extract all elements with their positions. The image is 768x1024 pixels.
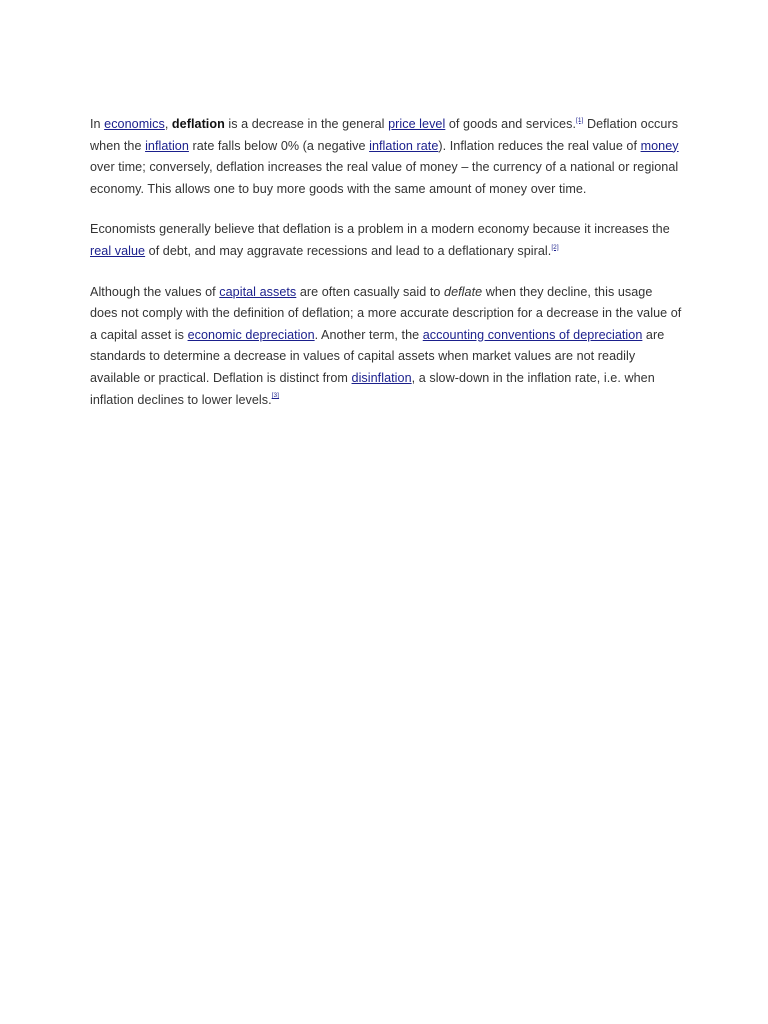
text-span: when they decline, this usage does not comply with the definition of deflation; a more accurate description for a decrease in the value of a capital asset is <box>90 284 682 342</box>
text-span: over time; conversely, deflation increases the real value of money – the currency of a national or regional economy. This allows one to buy more goods with the same amount of money over time. <box>90 160 679 196</box>
link-economics[interactable]: economics <box>104 117 165 131</box>
text-span: , a slow-down in the inflation rate, i.e. when inflation declines to lower levels. <box>90 370 655 407</box>
emphasis-deflate: deflate <box>444 284 483 299</box>
text-span: are often casually said to <box>296 284 445 299</box>
text-span: , <box>164 117 172 131</box>
article-body <box>90 114 682 411</box>
paragraph-3 <box>90 282 682 412</box>
term-deflation: deflation <box>171 117 225 131</box>
text-span: is a decrease in the general <box>224 117 389 131</box>
text-span: rate falls below 0% (a negative <box>188 138 370 153</box>
text-span: Economists generally believe that deflation is a problem in a modern economy because it increases the <box>90 222 670 237</box>
link-economic-depreciation[interactable]: economic depreciation <box>187 327 315 342</box>
citation-ref-3[interactable]: [3] <box>271 392 280 400</box>
citation-ref-1[interactable]: [1] <box>576 116 584 124</box>
text-span: are standards to determine a decrease in values of capital assets when market values are not readily available or practical. Deflation is distinct from <box>90 327 665 385</box>
text-span: Deflation occurs when the <box>90 117 679 153</box>
link-capital-assets[interactable]: capital assets <box>219 284 297 299</box>
text-span: . Another term, the <box>314 327 423 342</box>
link-inflation-rate[interactable]: inflation rate <box>369 138 439 153</box>
link-inflation[interactable]: inflation <box>145 138 189 153</box>
link-disinflation[interactable]: disinflation <box>351 370 412 385</box>
text-span: Although the values of <box>90 284 220 299</box>
link-money[interactable]: money <box>640 138 679 153</box>
paragraph-2 <box>90 219 682 262</box>
citation-ref-2[interactable]: [2] <box>551 243 559 251</box>
text-span: of debt, and may aggravate recessions and lead to a deflationary spiral. <box>145 243 552 258</box>
text-span: In <box>90 117 105 131</box>
paragraph-1 <box>90 114 682 200</box>
link-price-level[interactable]: price level <box>388 117 446 131</box>
text-span: ). Inflation reduces the real value of <box>438 138 641 153</box>
text-span: of goods and services. <box>445 117 576 131</box>
link-accounting-conventions-of-depreciation[interactable]: accounting conventions of depreciation <box>422 327 643 342</box>
link-real-value[interactable]: real value <box>90 243 146 258</box>
